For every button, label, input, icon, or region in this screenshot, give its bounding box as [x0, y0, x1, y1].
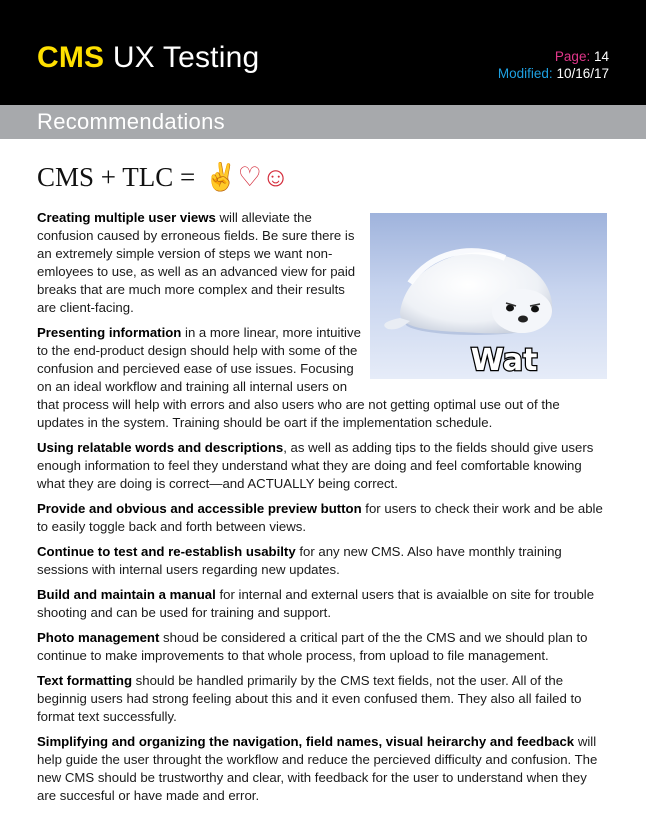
- recommendation-text: shoud be considered a critical part of the the CMS and we should plan to continue to make improvements to that whole process, from upload to file management.: [37, 630, 588, 663]
- photo-caption: Wat: [470, 343, 538, 378]
- recommendation-paragraph: [37, 500, 609, 536]
- recommendation-text: for internal and external users that is avaialble on site for trouble shooting and can be used for training and support.: [37, 587, 595, 620]
- page-meta: [498, 48, 609, 82]
- recommendation-lead: Simplifying and organizing the navigation, field names, visual heirarchy and feedback: [37, 734, 575, 749]
- recommendation-lead: Provide and obvious and accessible preview button: [37, 501, 362, 516]
- recommendation-paragraph: [37, 543, 609, 579]
- recommendation-text: will help guide the user throught the workflow and reduce the percieved difficulty and confusion. The new CMS should be trustworthy and clear, with feedback for the user to understand when they are succesful or have made and error.: [37, 734, 598, 803]
- formula-heading: [37, 160, 289, 194]
- recommendation-paragraph: [37, 672, 609, 726]
- title-rest: UX Testing: [112, 41, 260, 74]
- page-number-line: [498, 48, 609, 65]
- recommendation-lead: Continue to test and re-establish usabilty: [37, 544, 296, 559]
- modified-line: [498, 65, 609, 82]
- recommendation-text: for any new CMS. Also have monthly training sessions with internal users regarding new updates.: [37, 544, 562, 577]
- recommendations-body: [37, 209, 609, 812]
- recommendation-paragraph: [37, 586, 609, 622]
- formula-text: CMS + TLC =: [37, 162, 196, 192]
- recommendation-lead: Text formatting: [37, 673, 132, 688]
- section-title: Recommendations: [37, 109, 225, 134]
- page-title: [37, 40, 259, 76]
- recommendation-text: will alleviate the confusion caused by erroneous fields. Be sure there is an extremely simple version of steps we want non-emloyees to use, as well as an advanced view for paid breaks that are much more complex and their results are client-facing.: [37, 210, 356, 315]
- recommendation-lead: Presenting information: [37, 325, 182, 340]
- recommendation-paragraph: [37, 439, 609, 493]
- recommendation-lead: Using relatable words and descriptions: [37, 440, 284, 455]
- recommendation-lead: Photo management: [37, 630, 160, 645]
- title-accent: CMS: [37, 41, 105, 74]
- page-number: 14: [593, 49, 609, 64]
- recommendation-lead: Build and maintain a manual: [37, 587, 216, 602]
- recommendation-lead: Creating multiple user views: [37, 210, 216, 225]
- header-bar: [0, 0, 646, 105]
- peace-heart-smile-icon: ✌♡☺: [204, 162, 290, 192]
- recommendation-paragraph: [37, 733, 609, 805]
- recommendation-paragraph: [37, 629, 609, 665]
- recommendation-text: should be handled primarily by the CMS text fields, not the user. All of the beginnig users had strong feeling about this and it even confused them. They also all failed to format text successfully.: [37, 673, 582, 724]
- recommendation-text: , as well as adding tips to the fields should give users enough information to feel they understand what they are doing and feel comfortable knowing what they are doing is correct—and ACTUALLY being correct.: [37, 440, 594, 491]
- page-label: Page:: [554, 49, 591, 64]
- modified-label: Modified:: [497, 66, 553, 81]
- section-band: [0, 105, 646, 139]
- recommendation-text: for users to check their work and be able to easily toggle back and forth between views.: [37, 501, 603, 534]
- recommendation-text: in a more linear, more intuitive to the end-product design should help with some of the confusion and percieved ease of use issues. Focusing on an ideal workflow and training all internal users on that process will help with errors and also users who are not getting optimal use out of the updates in the system. Training should be oart if the implementation schedule.: [37, 325, 560, 430]
- modified-date: 10/16/17: [556, 66, 609, 81]
